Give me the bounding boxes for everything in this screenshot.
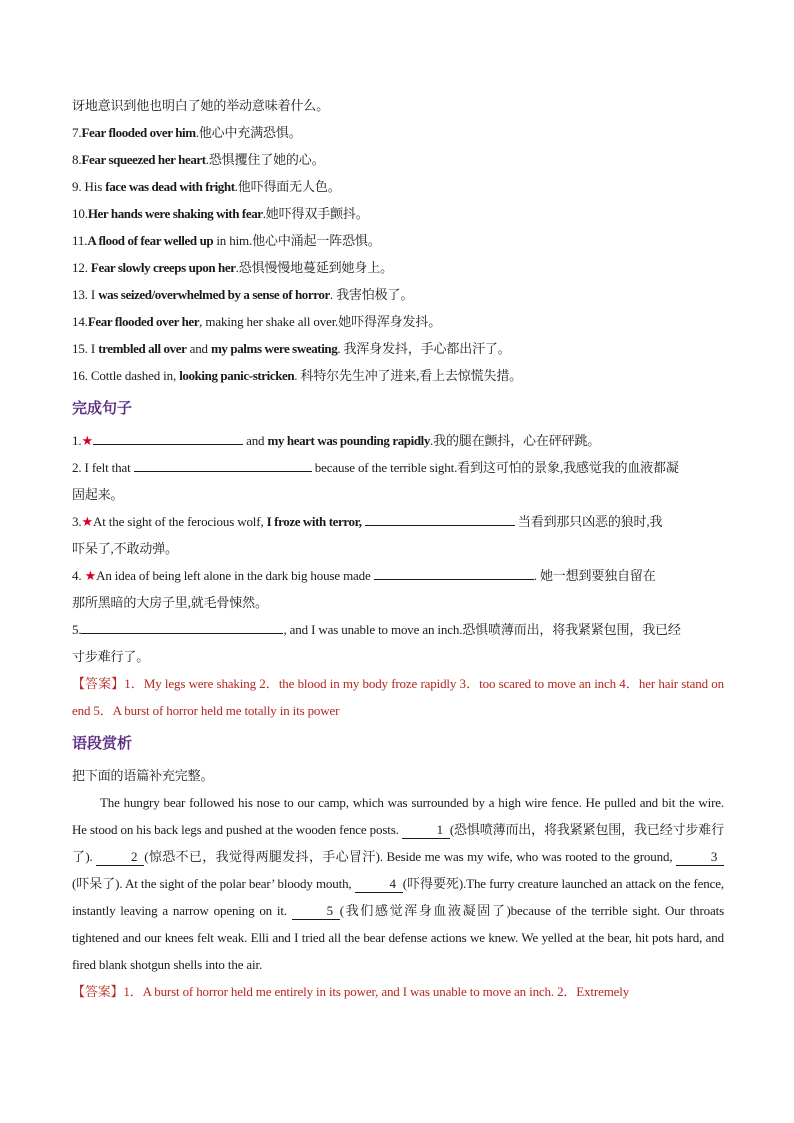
passage-text: (吓呆了). At the sight of the polar bear’ bloody mouth, [72, 876, 355, 891]
passage-instruction: 把下面的语篇补充完整。 [72, 768, 214, 783]
exercise-2-cont: 固起来。 [72, 487, 124, 502]
exercise-4-cont: 那所黑暗的大房子里,就毛骨悚然。 [72, 595, 268, 610]
answer-label: 【答案】 [72, 676, 125, 691]
expression-bold-text: was seized/overwhelmed by a sense of horror [98, 287, 330, 302]
passage-blank-5[interactable]: 5 [292, 903, 340, 920]
section-title-passage: 语段赏析 [72, 734, 133, 752]
answer-blank[interactable] [81, 619, 283, 634]
expression-item [72, 173, 724, 200]
exercise-number: 5. [72, 622, 82, 637]
answer-blank[interactable] [365, 511, 515, 526]
passage-blank-1[interactable]: 1 [402, 822, 450, 839]
exercise-number: 3. [72, 514, 82, 529]
passage-text: The hungry bear followed his nose to our camp, which was surrounded by a high wire fence. He pulled and bit the wire. He stood on his back legs and pushed at the wooden fence posts. [72, 795, 724, 837]
exercise-bold-text: my heart was pounding rapidly [267, 433, 430, 448]
expression-bold-text: A flood of fear welled up [87, 233, 214, 248]
expression-text: . 科特尔先生冲了进来,看上去惊慌失措。 [294, 368, 523, 383]
expression-text: 13. I [72, 287, 99, 302]
expression-item [72, 254, 724, 281]
exercise-number: 4. [72, 568, 85, 583]
expression-text: 16. Cottle dashed in, [72, 368, 180, 383]
passage-text: (吓得要死).The furry creature launched an attack on the fence, instantly leaving a narrow opening on it. [72, 876, 724, 918]
answer-block-2 [72, 978, 724, 1005]
exercise-text: An idea of being left alone in the dark big house made [96, 568, 374, 583]
answer-blank[interactable] [374, 565, 534, 580]
expression-text: .她吓得双手颤抖。 [262, 206, 369, 221]
exercise-text: because of the terrible sight.看到这可怕的景象,我感觉我的血液都凝 [311, 460, 679, 475]
passage-text: (恐惧喷薄而出，将我紧紧包围，我已经寸步难行了). [72, 822, 724, 864]
expression-text: in him.他心中涌起一阵恐惧。 [213, 233, 381, 248]
exercise-text: .我的腿在颤抖，心在砰砰跳。 [430, 433, 601, 448]
expression-text: 9. His [72, 179, 106, 194]
answer-block-1 [72, 670, 724, 724]
expression-text: , making her shake all over.她吓得浑身发抖。 [199, 314, 442, 329]
expression-text: .他心中充满恐惧。 [195, 125, 302, 140]
expression-bold-text: Fear flooded over her [87, 314, 200, 329]
intro-line: 讶地意识到他也明白了她的举动意味着什么。 [72, 98, 330, 113]
expression-text: 12. [72, 260, 91, 275]
expression-text: . 我浑身发抖，手心都出汗了。 [337, 341, 511, 356]
expression-bold-text: trembled all over [98, 341, 187, 356]
expression-bold-text: Fear squeezed her heart [81, 152, 206, 167]
exercise-text: 2. I felt that [72, 460, 134, 475]
exercise-text: , and I was unable to move an inch.恐惧喷薄而出，将我紧紧包围，我已经 [283, 622, 681, 637]
expression-text: .他吓得面无人色。 [234, 179, 341, 194]
expression-item [72, 146, 724, 173]
exercise-4 [72, 562, 724, 589]
expression-bold-text: Fear flooded over him [81, 125, 196, 140]
expression-text: .恐惧慢慢地蔓延到她身上。 [235, 260, 393, 275]
exercise-bold-text: I froze with terror, [266, 514, 362, 529]
expression-text: . 我害怕极了。 [329, 287, 414, 302]
expression-item [72, 200, 724, 227]
exercise-5-cont: 寸步难行了。 [72, 649, 150, 664]
exercise-number: 1. [72, 433, 82, 448]
passage-text: (惊恐不已，我觉得两腿发抖，手心冒汗). Beside me was my wife, who was rooted to the ground, [144, 849, 677, 864]
expression-bold-text: face was dead with fright [105, 179, 235, 194]
passage-paragraph [72, 789, 724, 978]
expression-text: 8. [72, 152, 82, 167]
answer-text: 1．A burst of horror held me entirely in its power, and I was unable to move an inch. 2．Extremely [123, 984, 630, 999]
document-page [72, 92, 724, 1005]
passage-blank-2[interactable]: 2 [96, 849, 144, 866]
expression-item [72, 227, 724, 254]
exercise-3 [72, 508, 724, 535]
expression-item [72, 281, 724, 308]
expression-bold-text: Her hands were shaking with fear [87, 206, 263, 221]
expression-item [72, 335, 724, 362]
answer-text: 1．My legs were shaking 2．the blood in my body froze rapidly 3．too scared to move an inch 4．her hair stand on end 5．A burst of horror held me totally in its power [72, 676, 724, 718]
exercise-text: 当看到那只凶恶的狼时,我 [514, 514, 663, 529]
expression-text: 14. [72, 314, 88, 329]
expression-item [72, 308, 724, 335]
expression-text: and [186, 341, 211, 356]
expression-text: 10. [72, 206, 88, 221]
exercise-2 [72, 454, 724, 481]
section-title-complete-sentences: 完成句子 [72, 399, 133, 417]
exercise-text: and [242, 433, 268, 448]
star-icon: ★ [81, 433, 93, 448]
star-icon: ★ [81, 514, 93, 529]
passage-blank-4[interactable]: 4 [355, 876, 403, 893]
passage-text: (我们感觉浑身血液凝固了)because of the terrible sight. Our throats tightened and our knees felt weak. Elli and I tried all the bear defense actions we knew. We yelled at the bear, hit pots hard, and fired blank shotgun shells into the air. [72, 903, 724, 972]
expression-item [72, 119, 724, 146]
answer-blank[interactable] [93, 430, 243, 445]
exercise-text: . 她一想到要独自留在 [533, 568, 656, 583]
exercise-3-cont: 吓呆了,不敢动弹。 [72, 541, 178, 556]
answer-label: 【答案】 [72, 984, 124, 999]
star-icon: ★ [84, 568, 97, 583]
expression-text: 7. [72, 125, 82, 140]
expression-list [72, 119, 724, 389]
expression-bold-text: looking panic-stricken [179, 368, 295, 383]
expression-item [72, 362, 724, 389]
expression-text: .恐惧攫住了她的心。 [205, 152, 325, 167]
exercise-1 [72, 427, 724, 454]
expression-text: 15. I [72, 341, 99, 356]
passage-blank-3[interactable]: 3 [676, 849, 724, 866]
exercise-5 [72, 616, 724, 643]
expression-bold-text: Fear slowly creeps upon her [90, 260, 236, 275]
exercise-text: At the sight of the ferocious wolf, [92, 514, 267, 529]
expression-text: 11. [72, 233, 88, 248]
expression-bold-text: my palms were sweating [211, 341, 338, 356]
answer-blank[interactable] [134, 457, 312, 472]
